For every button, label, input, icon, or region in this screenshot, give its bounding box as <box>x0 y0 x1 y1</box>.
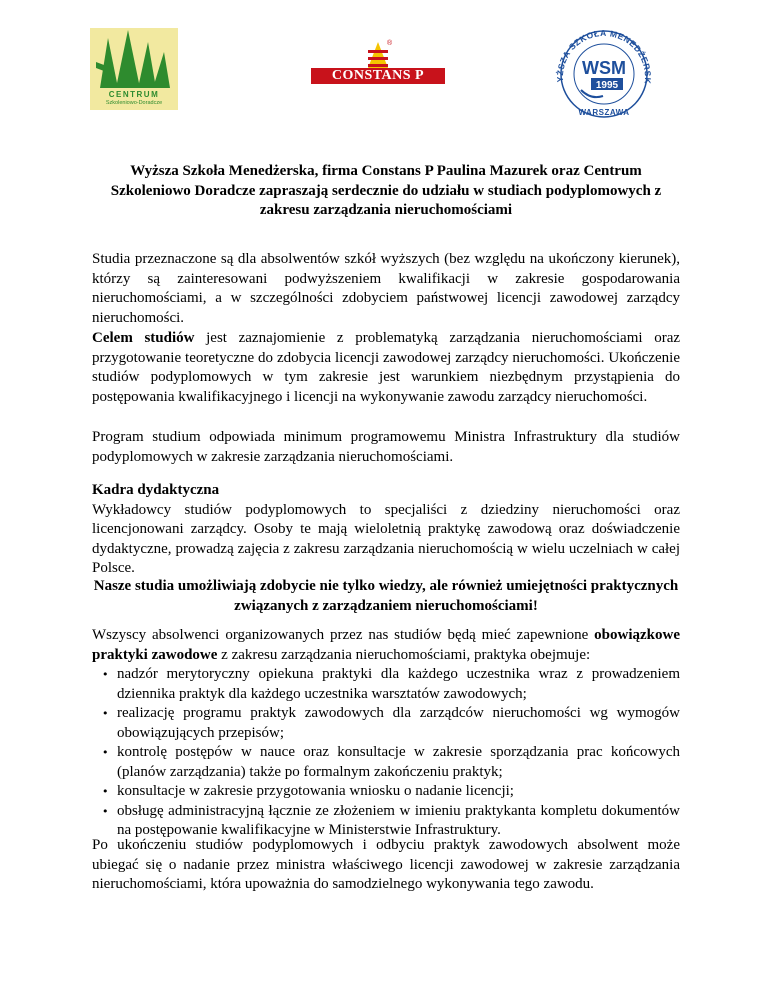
kadra-text: Wykładowcy studiów podyplomowych to specjaliści z dziedziny nieruchomości oraz licencjonowani zarządcy. Osoby te mają wieloletnią praktykę zawodową oraz doświadczenie dydaktyczne, prowadzą zajęcia z zakresu zarządzania nieruchomością w wielu uczelniach w całej Polsce. <box>92 501 680 576</box>
list-item <box>92 782 680 802</box>
list-item <box>92 743 680 782</box>
wsm-year: 1995 <box>595 80 619 91</box>
wsm-logo-seal <box>551 28 657 118</box>
list-item-text: kontrolę postępów w nauce oraz konsultacje w zakresie sporządzania prac końcowych (planów zarządzania) także po formalnym zakończeniu praktyk; <box>117 744 680 780</box>
aim-paragraph <box>92 329 680 407</box>
praktyki-section <box>92 626 680 841</box>
list-item-text: nadzór merytoryczny opiekuna praktyki dla każdego uczestnika wraz z prowadzeniem dziennika praktyk dla każdego uczestnika warsztatów zawodowych; <box>117 666 680 702</box>
aim-text: jest zaznajomienie z problematyką zarządzania nieruchomościami oraz przygotowanie teoretyczne do zdobycia licencji zawodowej zarządcy nieruchomości. Ukończenie studiów podyplomowych w tym zakresie jest warunkiem niezbędnym przystąpienia do postępowania kwalifikacyjnego i licencji na wykonywanie zawodu zarządcy nieruchomości. <box>92 330 681 405</box>
bullet-icon: • <box>102 746 109 759</box>
aim-lead: Celem studiów <box>92 330 195 346</box>
centrum-logo-title: CENTRUM <box>108 90 160 99</box>
wsm-arc-text: YŻSZA SZKOŁA MENEDŻERSK <box>554 28 654 85</box>
praktyki-intro-bold: obowiązkowe praktyki zawodowe <box>92 627 680 663</box>
wsm-city: WARSZAWA <box>578 108 630 117</box>
praktyki-intro-before: Wszyscy absolwenci organizowanych przez nas studiów będą mieć zapewnione <box>92 627 595 643</box>
praktyki-list <box>92 665 680 841</box>
wsm-logo <box>551 28 657 118</box>
list-item <box>92 704 680 743</box>
list-item-text: realizację programu praktyk zawodowych dla zarządców nieruchomości wg wymogów obowiązujących przepisów; <box>117 705 680 741</box>
wsm-monogram: WSM <box>582 58 626 78</box>
bullet-icon: • <box>102 804 109 818</box>
centrum-logo-subtitle: Szkoleniowo-Doradcze <box>105 100 163 106</box>
constans-logo <box>311 42 445 86</box>
bullet-icon: • <box>102 707 109 720</box>
kadra-section <box>92 481 680 579</box>
centrum-logo-emblem <box>90 28 178 90</box>
list-item-text: konsultacje w zakresie przygotowania wniosku o nadanie licencji; <box>117 783 514 799</box>
intro-paragraph: Studia przeznaczone są dla absolwentów szkół wyższych (bez względu na ukończony kierunek), którzy są zainteresowani podwyższeniem kwalifikacji w zakresie gospodarowania nieruchomościami, a w szczególności zdobyciem państwowej licencji zawodowej zarządcy nieruchomości. <box>92 251 680 326</box>
praktyki-intro <box>92 626 680 665</box>
bullet-icon: • <box>102 668 109 681</box>
centrum-logo <box>90 28 178 110</box>
list-item-text: obsługę administracyjną łącznie ze złożeniem w imieniu praktykanta kompletu dokumentów na postępowanie kwalifikacyjne w Ministerstwie Infrastruktury. <box>117 802 680 838</box>
bullet-icon: • <box>102 785 109 798</box>
program-paragraph: Program studium odpowiada minimum programowemu Ministra Infrastruktury dla studiów podyplomowych w zakresie zarządzania nieruchomościami. <box>92 429 680 465</box>
page-title: Wyższa Szkoła Menedżerska, firma Constans P Paulina Mazurek oraz Centrum Szkoleniowo Doradcze zapraszają serdecznie do udziału w studiach podyplomowych z zakresu zarządzania nieruchomościami <box>110 163 662 218</box>
praktyki-intro-after: z zakresu zarządzania nieruchomościami, praktyka obejmuje: <box>217 646 591 663</box>
list-item <box>92 665 680 704</box>
constans-logo-text: CONSTANS P <box>311 68 445 84</box>
registered-mark: ® <box>387 40 393 47</box>
kadra-heading: Kadra dydaktyczna <box>92 482 220 498</box>
constans-logo-emblem <box>311 42 445 70</box>
closing-paragraph: Po ukończeniu studiów podyplomowych i odbyciu praktyk zawodowych absolwent może ubiegać się o nadanie przez ministra właściwego licencji zawodowej w zakresie zarządzania nieruchomościami, która upoważnia do samodzielnego wykonywania tego zawodu. <box>92 837 680 892</box>
list-item <box>92 802 680 841</box>
highlight-statement: Nasze studia umożliwiają zdobycie nie tylko wiedzy, ale również umiejętności praktycznych związanych z zarządzaniem nieruchomościami! <box>93 578 679 614</box>
